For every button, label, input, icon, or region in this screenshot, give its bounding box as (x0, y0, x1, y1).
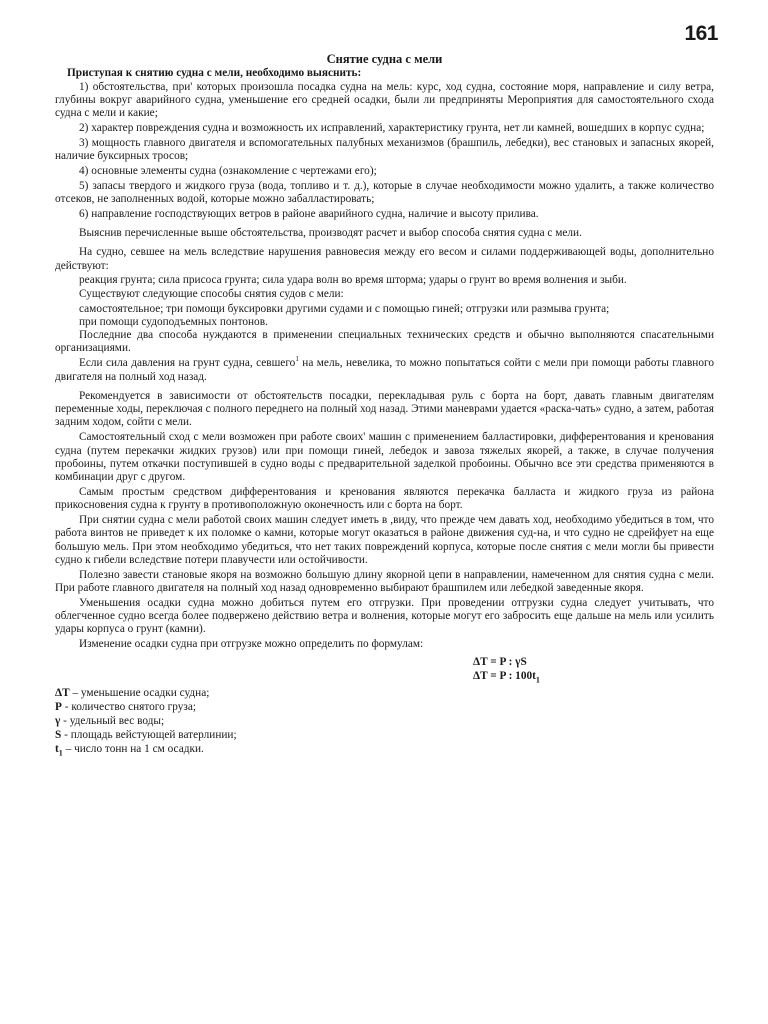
self-exit-paragraph: Самостоятельный сход с мели возможен при работе своих' машин с применением балластировки, дифферентования и кренования судна (путем перекачки жидких грузов) или при помощи гиней, лебедок и завоза тяжелых якорей, а также, в случае получения пробоины, путем откачки поступившей в судно воды с предварительной заделкой пробоины. Обычно все эти средства применяются в комбинации друг с другом. (55, 431, 714, 484)
rudder-paragraph: Рекомендуется в зависимости от обстоятельств посадки, перекладывая руль с борта на борт, давать главным двигателям переменные ходы, переключая с полного переднего на полный ход назад. Этими маневрами удается «раска-чать» судно, а затем, работая задним ходом, сойти с мели. (55, 389, 714, 429)
formula-block (473, 655, 714, 683)
formula-1: ΔT = P : γS (473, 656, 527, 669)
engine-text-a: Если сила давления на грунт судна, севшего (79, 357, 296, 370)
legend-symbol: ΔT (55, 687, 70, 700)
last-two-methods: Последние два способа нуждаются в применении специальных технических средств и обычно выполняются спасательными организациями. (55, 329, 714, 355)
simplest-paragraph: Самым простым средством дифферентования и кренования являются перекачка балласта и жидкого груза из района прикосновения судна к грунту в противоположную оконечность или с борта на борт. (55, 485, 714, 512)
legend-row-t1 (55, 742, 714, 756)
conclusion-paragraph: Выяснив перечисленные выше обстоятельства, производят расчет и выбор способа снятия судна с мели. (79, 227, 582, 240)
legend-row-delta-t (55, 686, 714, 700)
methods-intro: Существуют следующие способы снятия судов с мели: (79, 287, 344, 300)
legend-row-gamma (55, 714, 714, 728)
symbol-legend (55, 686, 714, 756)
list-item-5: 5) запасы твердого и жидкого груза (вода, топливо и т. д.), которые в случае необходимости можно удалить, а также количество отсеков, не заполненных водой, которые можно забалластировать; (55, 179, 714, 205)
legend-symbol: P (55, 701, 62, 714)
list-item-6: 6) направление господствующих ветров в районе аварийного судна, наличие и высоту прилива. (79, 207, 539, 220)
legend-description: - удельный вес воды; (60, 715, 165, 728)
engine-text-b: на мель, невелика, то можно попытаться сойти с мели при помощи работы главного двигателя на полный ход назад. (55, 357, 714, 383)
own-machines-paragraph: При снятии судна с мели работой своих машин следует иметь в ,виду, что прежде чем давать ход, необходимо убедиться в том, что работа винтов не приведет к их поломке о камни, которые могут оказаться в районе движения суд-на, и что судно не сдрейфует на еще большую мель. При этом необходимо убедиться, что нет таких повреждений корпуса, которые после снятия с мели могли бы привести судно к гибели вследствие потери плавучести или остойчивости. (55, 514, 714, 566)
list-item-2: 2) характер повреждения судна и возможность их исправлений, характеристику грунта, нет ли камней, вошедших в корпус судна; (79, 121, 705, 134)
legend-symbol: S (55, 729, 62, 742)
legend-description: – уменьшение осадки судна; (69, 687, 210, 700)
methods-list: самостоятельное; три помощи буксировки другими судами и с помощью гиней; отгрузки или размыва грунта; (79, 302, 610, 315)
forces-intro: На судно, севшее на мель вследствие нарушения равновесия между его весом и силами поддерживающей воды, дополнительно действуют: (55, 246, 714, 272)
lead-heading: Приступая к снятию судна с мели, необходимо выяснить: (67, 67, 362, 80)
formula-2-subscript: 1 (535, 675, 540, 685)
methods-list-2: при помощи судоподъемных понтонов. (79, 315, 268, 328)
engine-paragraph (55, 357, 714, 384)
legend-description: - количество снятого груза; (61, 701, 196, 714)
list-item-3: 3) мощность главного двигателя и вспомогательных палубных механизмов (брашпиль, лебедки), вес становых и запасных якорей, наличие буксирных тросов; (55, 136, 714, 163)
legend-symbol: γ (55, 715, 61, 728)
legend-row-s (55, 728, 714, 742)
legend-description: - площадь вейстующей ватерлинии; (61, 729, 237, 742)
document-body (55, 53, 714, 756)
legend-subscript: 1 (58, 748, 63, 758)
list-item-4: 4) основные элементы судна (ознакомление с чертежами его); (79, 164, 377, 177)
forces-list: реакция грунта; сила присоса грунта; сила удара волн во время шторма; удары о грунт во время волнения и зыби. (79, 274, 627, 287)
legend-symbol: t (55, 743, 59, 756)
list-item-1: 1) обстоятельства, при' которых произошла посадка судна на мель: курс, ход судна, состояние моря, направление и силу ветра, глубины вокруг аварийного судна, уменьшение его средней осадки, были ли предприняты Мероприятия для самостоятельного схода судна с мели и какие; (55, 80, 714, 120)
formula-2-main: ΔT = P : 100t (473, 670, 536, 683)
legend-description: – число тонн на 1 см осадки. (62, 743, 204, 756)
formula-2 (473, 669, 714, 683)
footnote-mark: 1 (295, 355, 299, 364)
section-title: Снятие судна с мели (326, 52, 443, 66)
page-number: 161 (684, 22, 718, 45)
unloading-paragraph: Уменьшения осадки судна можно добиться путем его отгрузки. При проведении отгрузки судна следует учитывать, что облегченное судно всегда более подвержено действию ветра и волнения, которые могут его забросить еще дальше на мель или усилить удары корпуса о грунт (камни). (55, 596, 714, 636)
formula-intro: Изменение осадки судна при отгрузке можно определить по формулам: (79, 638, 424, 651)
anchors-paragraph: Полезно завести становые якоря на возможно большую длину якорной цепи в направлении, намеченном для снятия судна с мели. При работе главного двигателя на полный ход назад одновременно выбирают брашпилем или лебедкой заведенные якоря. (55, 568, 714, 594)
legend-row-p (55, 700, 714, 714)
